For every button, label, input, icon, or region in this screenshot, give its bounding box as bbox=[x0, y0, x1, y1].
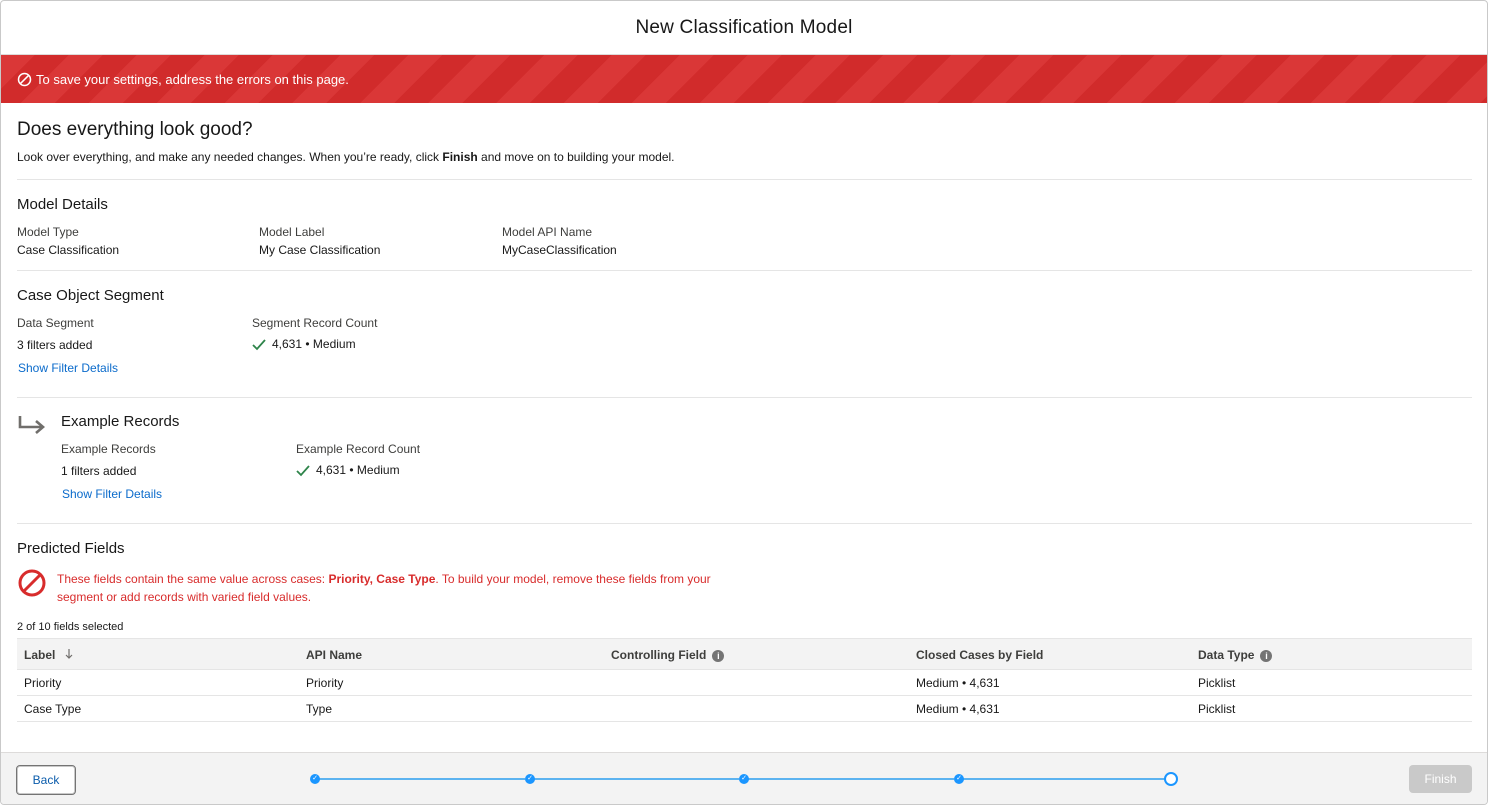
intro-text-bold: Finish bbox=[442, 150, 478, 164]
model-api-name-value: MyCaseClassification bbox=[502, 243, 617, 257]
cell-data-type: Picklist bbox=[1198, 702, 1236, 716]
intro-text bbox=[17, 150, 675, 164]
case-segment-title: Case Object Segment bbox=[17, 287, 164, 304]
progress-bar-segment bbox=[319, 778, 525, 780]
divider bbox=[17, 523, 1472, 524]
step-complete-check-icon[interactable]: ✓ bbox=[954, 774, 964, 784]
intro-text-part: Look over everything, and make any needed changes. When you’re ready, click bbox=[17, 150, 443, 164]
cell-label: Case Type bbox=[24, 702, 82, 716]
error-text-bold: Priority, Case Type bbox=[328, 572, 436, 586]
info-icon[interactable]: i bbox=[1260, 650, 1272, 662]
progress-bar-segment bbox=[748, 778, 954, 780]
subsection-arrow-icon bbox=[17, 415, 47, 442]
example-records-value: 1 filters added bbox=[61, 464, 137, 478]
model-details-title: Model Details bbox=[17, 196, 108, 213]
segment-record-count bbox=[252, 337, 356, 351]
segment-record-count-value: 4,631 • Medium bbox=[272, 337, 356, 351]
predicted-fields-title: Predicted Fields bbox=[17, 540, 125, 557]
row-divider bbox=[17, 721, 1472, 722]
error-text-part: segment or add records with varied field values. bbox=[57, 590, 312, 604]
intro-text-part: and move on to building your model. bbox=[477, 150, 675, 164]
finish-button[interactable]: Finish bbox=[1409, 765, 1472, 793]
info-icon[interactable]: i bbox=[712, 650, 724, 662]
checkmark-icon bbox=[252, 339, 266, 351]
error-banner-message: To save your settings, address the errors on this page. bbox=[36, 71, 349, 87]
intro-section bbox=[17, 119, 253, 141]
model-api-name-label: Model API Name bbox=[502, 225, 593, 239]
cell-api-name: Type bbox=[306, 702, 333, 716]
example-record-count bbox=[296, 463, 400, 477]
example-records-label: Example Records bbox=[61, 442, 156, 456]
column-header-controlling-text: Controlling Field bbox=[611, 648, 707, 662]
segment-record-count-label: Segment Record Count bbox=[252, 316, 378, 330]
error-text-part: These fields contain the same value across cases: bbox=[57, 572, 329, 586]
model-type-label: Model Type bbox=[17, 225, 79, 239]
model-type-value: Case Classification bbox=[17, 243, 120, 257]
example-record-count-label: Example Record Count bbox=[296, 442, 421, 456]
model-label-label: Model Label bbox=[259, 225, 325, 239]
modal-title: New Classification Model bbox=[635, 16, 853, 38]
column-header-data-type-text: Data Type bbox=[1198, 648, 1255, 662]
column-header-controlling-field[interactable] bbox=[611, 648, 724, 662]
cell-data-type: Picklist bbox=[1198, 676, 1236, 690]
intro-title: Does everything look good? bbox=[17, 119, 253, 140]
example-record-count-value: 4,631 • Medium bbox=[316, 463, 400, 477]
cell-api-name: Priority bbox=[306, 676, 344, 690]
progress-bar-segment bbox=[963, 778, 1165, 780]
cell-closed-cases: Medium • 4,631 bbox=[916, 676, 1000, 690]
arrow-down-icon bbox=[65, 648, 73, 662]
fields-selected-count: 2 of 10 fields selected bbox=[17, 621, 124, 633]
ban-icon bbox=[17, 72, 32, 87]
modal-footer bbox=[1, 752, 1487, 805]
progress-bar-segment bbox=[534, 778, 739, 780]
column-header-api-name[interactable]: API Name bbox=[306, 648, 363, 662]
cell-closed-cases: Medium • 4,631 bbox=[916, 702, 1000, 716]
fields-table-header bbox=[17, 638, 1472, 670]
model-label-value: My Case Classification bbox=[259, 243, 381, 257]
divider bbox=[17, 270, 1472, 271]
modal-header bbox=[1, 1, 1487, 55]
data-segment-label: Data Segment bbox=[17, 316, 94, 330]
column-header-label[interactable] bbox=[24, 648, 73, 662]
back-button[interactable]: Back bbox=[16, 765, 76, 795]
row-divider bbox=[17, 695, 1472, 696]
step-complete-check-icon[interactable]: ✓ bbox=[739, 774, 749, 784]
data-segment-value: 3 filters added bbox=[17, 338, 93, 352]
step-complete-check-icon[interactable]: ✓ bbox=[525, 774, 535, 784]
predicted-fields-error bbox=[57, 570, 711, 606]
divider bbox=[17, 397, 1472, 398]
error-ban-icon bbox=[17, 568, 47, 603]
step-complete-check-icon[interactable]: ✓ bbox=[310, 774, 320, 784]
show-filter-details-link[interactable]: Show Filter Details bbox=[62, 487, 163, 501]
error-banner bbox=[1, 55, 1487, 103]
checkmark-icon bbox=[296, 465, 310, 477]
step-current-indicator[interactable] bbox=[1164, 772, 1178, 786]
cell-label: Priority bbox=[24, 676, 62, 690]
error-text-part: . To build your model, remove these fields from your bbox=[435, 572, 711, 586]
show-filter-details-link[interactable]: Show Filter Details bbox=[18, 361, 119, 375]
example-records-title: Example Records bbox=[61, 413, 180, 430]
column-header-closed-cases[interactable]: Closed Cases by Field bbox=[916, 648, 1044, 662]
column-header-label-text: Label bbox=[24, 648, 56, 662]
divider bbox=[17, 179, 1472, 180]
column-header-data-type[interactable] bbox=[1198, 648, 1272, 662]
